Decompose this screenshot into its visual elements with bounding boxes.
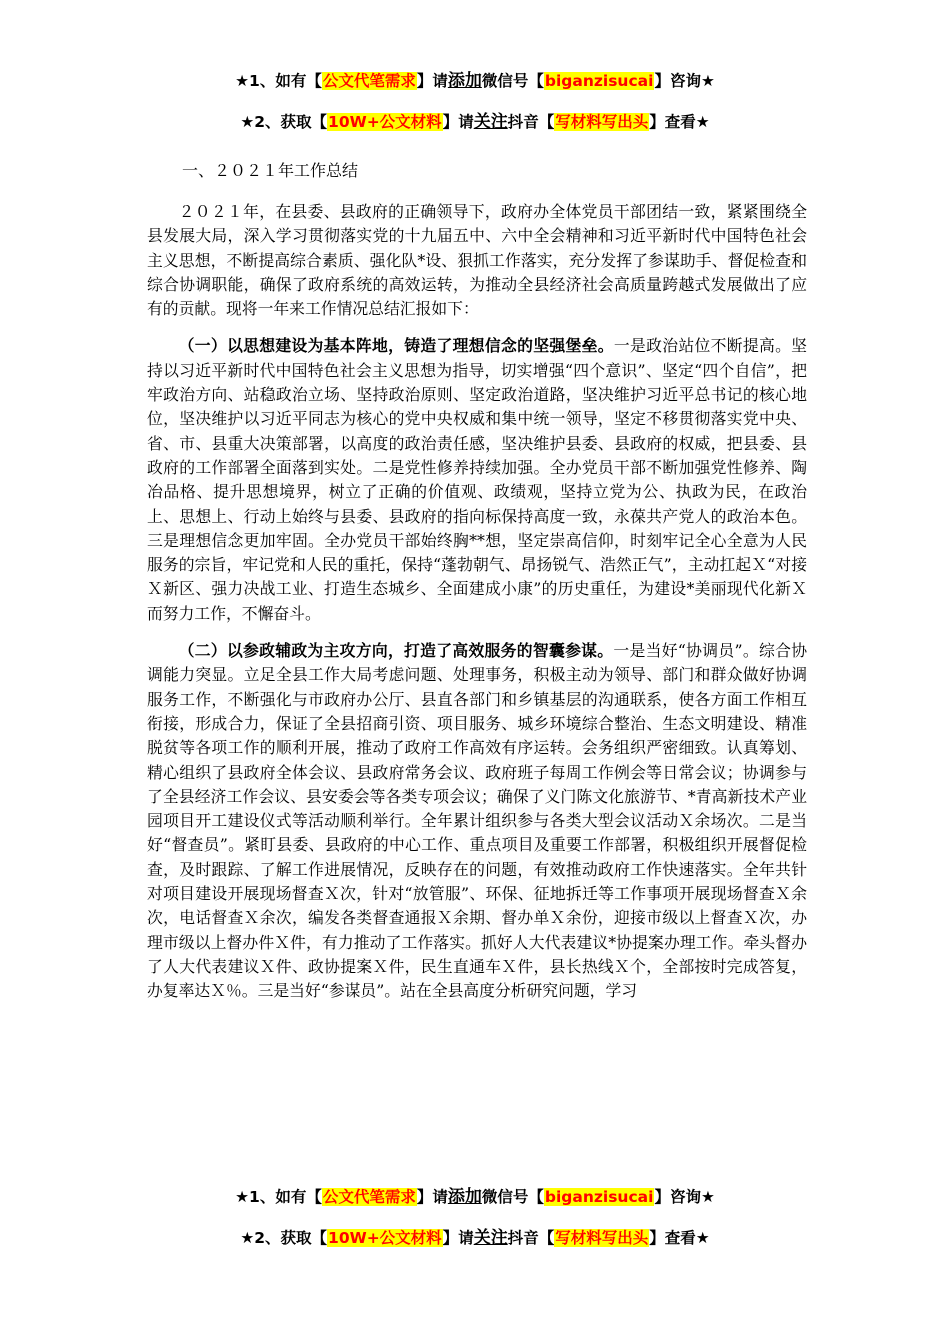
banner-emphasis-text: 添加 (447, 1187, 482, 1207)
promo-banner-bottom-1 (0, 1186, 950, 1208)
paragraph-intro (147, 200, 807, 321)
banner-text-mid2: 微信号【 (481, 1188, 544, 1206)
paragraph-lead: （一）以思想建设为基本阵地，铸造了理想信念的坚强堡垒。 (178, 336, 614, 356)
banner-text-suffix: 】查看★ (649, 113, 710, 131)
promo-banner-top-1 (0, 70, 950, 92)
banner-emphasis-text: 关注 (473, 1228, 508, 1248)
banner-text-mid2: 抖音【 (507, 113, 555, 131)
banner-text-mid: 】请 (442, 1229, 474, 1247)
paragraph-ideology (147, 334, 807, 626)
banner-wechat-id: biganzisucai (544, 1188, 654, 1206)
banner-highlight-text: 公文代笔需求 (322, 72, 416, 90)
banner-highlight-text: 公文代笔需求 (322, 1188, 416, 1206)
banner-text-mid: 】请 (416, 72, 448, 90)
promo-banner-top-2 (0, 111, 950, 133)
banner-text-mid2: 抖音【 (507, 1229, 555, 1247)
section-heading: 一、２０２１年工作总结 (182, 161, 359, 180)
paragraph-text: 一是当好“协调员”。综合协调能力突显。立足全县工作大局考虑问题、处理事务，积极主动为领导、部门和群众做好协调服务工作，不断强化与市政府办公厅、县直各部门和乡镇基层的沟通联系，使各方面工作相互衔接，形成合力，保证了全县招商引资、项目服务、城乡环境综合整治、生态文明建设、精准脱贫等各项工作的顺利开展，推动了政府工作高效有序运转。会务组织严密细致。认真筹划、精心组织了县政府全体会议、县政府常务会议、政府班子每周工作例会等日常会议；协调参与了全县经济工作会议、县安委会等各类专项会议；确保了义门陈文化旅游节、*青高新技术产业园项目开工建设仪式等活动顺利举行。全年累计组织参与各类大型会议活动Ｘ余场次。二是当好“督查员”。紧盯县委、县政府的中心工作、重点项目及重要工作部署，积极组织开展督促检查，及时跟踪、了解工作进展情况，反映存在的问题，有效推动政府工作快速落实。全年共针对项目建设开展现场督查Ｘ次，针对“放管服”、环保、征地拆迁等工作事项开展现场督查Ｘ余次，电话督查Ｘ余次，编发各类督查通报Ｘ余期、督办单Ｘ余份，迎接市级以上督查Ｘ次，办理市级以上督办件Ｘ件，有力推动了工作落实。抓好人大代表建议*协提案办理工作。牵头督办了人大代表建议Ｘ件、政协提案Ｘ件，民生直通车Ｘ件，县长热线Ｘ个，全部按时完成答复，办复率达Ｘ％。三是当好“参谋员”。站在全县高度分析研究问题，学习 (147, 641, 807, 1001)
banner-emphasis-text: 添加 (447, 71, 482, 91)
banner-text-prefix: ★2、获取【 (240, 1229, 328, 1247)
banner-text-suffix: 】咨询★ (654, 72, 715, 90)
banner-text-mid: 】请 (416, 1188, 448, 1206)
paragraph-text: ２０２１年，在县委、县政府的正确领导下，政府办全体党员干部团结一致，紧紧围绕全县发展大局，深入学习贯彻落实党的十九届五中、六中全会精神和习近平新时代中国特色社会主义思想，不断提高综合素质、强化队*设、狠抓工作落实，充分发挥了参谋助手、督促检查和综合协调职能，确保了政府系统的高效运转，为推动全县经济社会高质量跨越式发展做出了应有的贡献。现将一年来工作情况总结汇报如下： (147, 202, 807, 319)
promo-banner-bottom-2 (0, 1227, 950, 1249)
banner-highlight-text: 10W+公文材料 (328, 1229, 442, 1247)
document-body (147, 200, 807, 1017)
banner-text-suffix: 】查看★ (649, 1229, 710, 1247)
banner-text-prefix: ★2、获取【 (240, 113, 328, 131)
banner-text-prefix: ★1、如有【 (235, 1188, 322, 1206)
paragraph-lead: （二）以参政辅政为主攻方向，打造了高效服务的智囊参谋。 (178, 641, 614, 661)
banner-douyin-account: 写材料写出头 (555, 113, 649, 131)
paragraph-advisory (147, 639, 807, 1003)
banner-text-suffix: 】咨询★ (654, 1188, 715, 1206)
paragraph-text: 一是政治站位不断提高。坚持以习近平新时代中国特色社会主义思想为指导，切实增强“四个意识”、坚定“四个自信”，把牢政治方向、站稳政治立场、坚持政治原则、坚定政治道路，坚决维护习近平总书记的核心地位，坚决维护以习近平同志为核心的党中央权威和集中统一领导，坚定不移贯彻落实党中央、省、市、县重大决策部署，以高度的政治责任感，坚决维护县委、县政府的权威，把县委、县政府的工作部署全面落到实处。二是党性修养持续加强。全办党员干部不断加强党性修养、陶冶品格、提升思想境界，树立了正确的价值观、政绩观，坚持立党为公、执政为民，在政治上、思想上、行动上始终与县委、县政府的指向标保持高度一致，永葆共产党人的政治本色。三是理想信念更加牢固。全办党员干部始终胸**想，坚定崇高信仰，时刻牢记全心全意为人民服务的宗旨，牢记党和人民的重托，保持“蓬勃朝气、昂扬锐气、浩然正气”，主动扛起Ｘ“对接Ｘ新区、强力决战工业、打造生态城乡、全面建成小康”的历史重任，为建设*美丽现代化新Ｘ而努力工作，不懈奋斗。 (147, 336, 807, 623)
banner-highlight-text: 10W+公文材料 (328, 113, 442, 131)
banner-douyin-account: 写材料写出头 (555, 1229, 649, 1247)
banner-wechat-id: biganzisucai (544, 72, 654, 90)
banner-text-prefix: ★1、如有【 (235, 72, 322, 90)
banner-text-mid: 】请 (442, 113, 474, 131)
banner-emphasis-text: 关注 (473, 112, 508, 132)
banner-text-mid2: 微信号【 (481, 72, 544, 90)
